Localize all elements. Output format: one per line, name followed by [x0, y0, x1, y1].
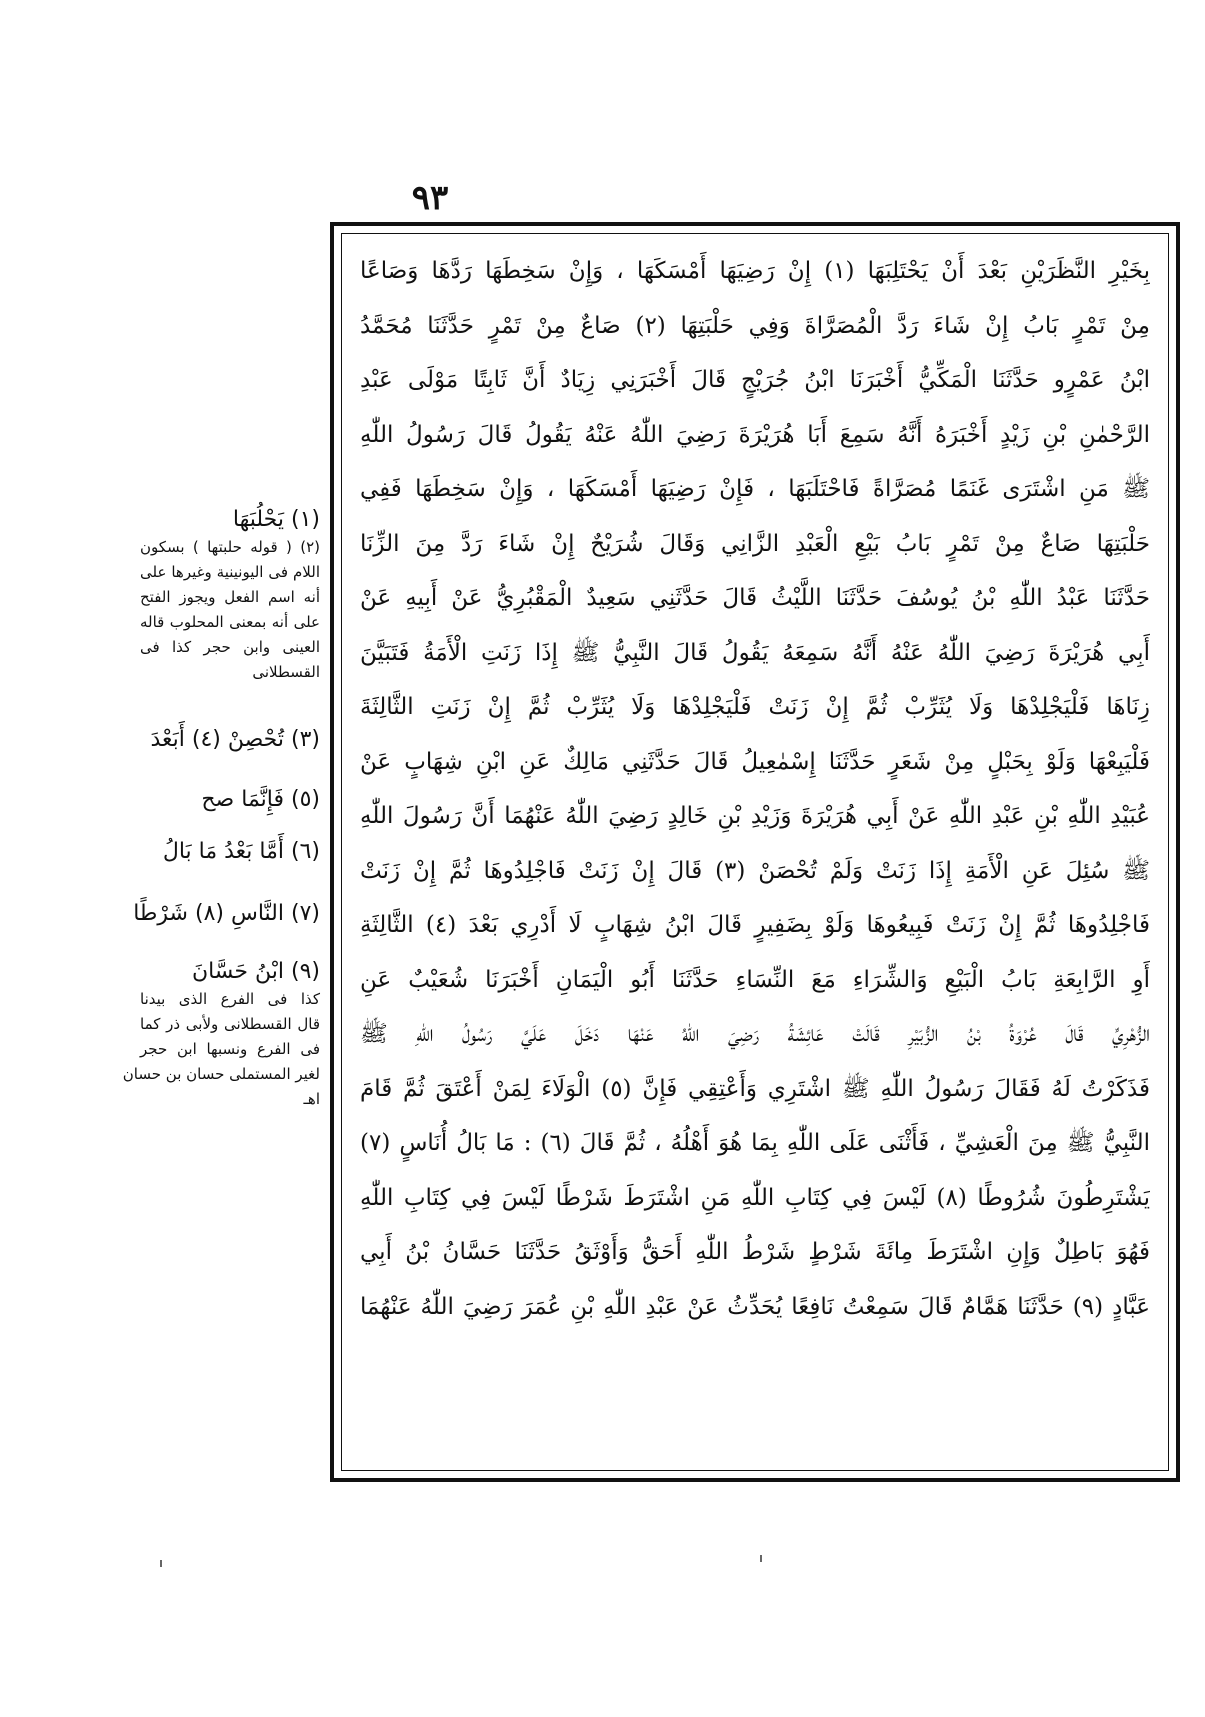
text-line: الزُّهْرِيِّ قَالَ عُرْوَةُ بْنُ الزُّبَيْرِ قَالَتْ عَائِشَةُ رَضِيَ اللّٰهُ عَنْهَا دَخَلَ عَلَيَّ رَسُولُ اللّٰهِ ﷺ — [360, 1021, 1150, 1047]
page-number: ٩٣ — [411, 178, 449, 218]
margin-note-1: (١) يَحْلُبَهَا — [232, 507, 320, 532]
margin-note-9-line: لغير المستملى حسان بن حسان — [122, 1065, 320, 1083]
text-line: مِنْ تَمْرٍ بَابُ إِنْ شَاءَ رَدَّ الْمُصَرَّاةَ وَفِي حَلْبَتِهَا (٢) صَاعٌ مِنْ تَمْرٍ حَدَّثَنَا مُحَمَّدُ — [360, 312, 1150, 339]
margin-notes — [122, 505, 320, 1112]
text-line: عَبَّادٍ (٩) حَدَّثَنَا هَمَّامٌ قَالَ سَمِعْتُ نَافِعًا يُحَدِّثُ عَنْ عَبْدِ اللّٰهِ بْنِ عُمَرَ رَضِيَ اللّٰهُ عَنْهُمَا — [360, 1293, 1150, 1320]
margin-note-6: (٦) أَمَّا بَعْدُ مَا بَالُ — [162, 839, 320, 864]
margin-note-2-line: اللام فى اليونينية وغيرها على — [140, 563, 320, 581]
text-line: عُبَيْدِ اللّٰهِ بْنِ عَبْدِ اللّٰهِ عَنْ أَبِي هُرَيْرَةَ وَزَيْدِ بْنِ خَالِدٍ رَضِيَ اللّٰهُ عَنْهُمَا أَنَّ رَسُولَ اللّٰهِ — [360, 803, 1150, 829]
text-line: فَلْيَبِعْهَا وَلَوْ بِحَبْلٍ مِنْ شَعَرٍ حَدَّثَنَا إِسْمٰعِيلُ قَالَ حَدَّثَنِي مَالِكٌ عَنِ ابْنِ شِهَابٍ عَنْ — [360, 748, 1150, 775]
main-text — [360, 244, 1150, 1334]
margin-note-9-line: كذا فى الفرع الذى بيدنا — [140, 990, 320, 1008]
margin-note-2-line: القسطلانى — [252, 663, 320, 681]
text-line: فَاجْلِدُوهَا ثُمَّ إِنْ زَنَتْ فَبِيعُوهَا وَلَوْ بِضَفِيرٍ قَالَ ابْنُ شِهَابٍ لَا أَدْرِي بَعْدَ (٤) الثَّالِثَةِ — [360, 912, 1150, 938]
text-frame-inner — [341, 233, 1169, 1471]
margin-note-9-line: فى الفرع ونسبها ابن حجر — [140, 1040, 320, 1058]
scan-speck — [760, 1555, 762, 1562]
text-line: فَهُوَ بَاطِلٌ وَإِنِ اشْتَرَطَ مِائَةَ شَرْطٍ شَرْطُ اللّٰهِ أَحَقُّ وَأَوْثَقُ حَدَّثَنَا حَسَّانُ بْنُ أَبِي — [360, 1239, 1150, 1265]
scan-speck — [160, 1560, 162, 1567]
text-line: ﷺ مَنِ اشْتَرَى غَنَمًا مُصَرَّاةً فَاحْتَلَبَهَا ، فَإِنْ رَضِيَهَا أَمْسَكَهَا ، وَإِنْ سَخِطَهَا فَفِي — [360, 476, 1150, 502]
margin-note-7-8: (٧) النَّاسِ (٨) شَرْطًا — [133, 901, 320, 926]
text-line: أَوِ الرَّابِعَةِ بَابُ الْبَيْعِ وَالشِّرَاءِ مَعَ النِّسَاءِ حَدَّثَنَا أَبُو الْيَمَانِ أَخْبَرَنَا شُعَيْبٌ عَنِ — [360, 966, 1150, 993]
margin-note-2-line: أنه اسم الفعل ويجوز الفتح — [140, 588, 320, 606]
text-line: ابْنُ عَمْرٍو حَدَّثَنَا الْمَكِّيُّ أَخْبَرَنَا ابْنُ جُرَيْجٍ قَالَ أَخْبَرَنِي زِيَادٌ أَنَّ ثَابِتًا مَوْلَى عَبْدِ — [360, 367, 1150, 393]
text-line: حَلْبَتِهَا صَاعٌ مِنْ تَمْرٍ بَابُ بَيْعِ الْعَبْدِ الزَّانِي وَقَالَ شُرَيْحٌ إِنْ شَاءَ رَدَّ مِنَ الزِّنَا — [360, 530, 1150, 557]
margin-note-2-line: العينى وابن حجر كذا فى — [140, 638, 320, 656]
margin-note-5: (٥) فَإِنَّمَا صح — [201, 787, 320, 812]
margin-note-9: (٩) ابْنُ حَسَّانَ — [191, 959, 320, 984]
margin-note-2-line: (٢) ( قوله حلبتها ) بسكون — [140, 538, 320, 556]
text-frame — [330, 222, 1180, 1482]
text-line: يَشْتَرِطُونَ شُرُوطًا (٨) لَيْسَ فِي كِتَابِ اللّٰهِ مَنِ اشْتَرَطَ شَرْطًا لَيْسَ فِي كِتَابِ اللّٰهِ — [360, 1184, 1150, 1211]
text-line: ﷺ سُئِلَ عَنِ الْأَمَةِ إِذَا زَنَتْ وَلَمْ تُحْصَنْ (٣) قَالَ إِنْ زَنَتْ فَاجْلِدُوهَا ثُمَّ إِنْ زَنَتْ — [360, 857, 1150, 884]
text-line: فَذَكَرْتُ لَهُ فَقَالَ رَسُولُ اللّٰهِ ﷺ اشْتَرِي وَأَعْتِقِي فَإِنَّ (٥) الْوَلَاءَ لِمَنْ أَعْتَقَ ثُمَّ قَامَ — [360, 1075, 1150, 1102]
margin-note-9-line: قال القسطلانى ولأبى ذر كما — [140, 1015, 320, 1033]
text-line: الرَّحْمٰنِ بْنِ زَيْدٍ أَخْبَرَهُ أَنَّهُ سَمِعَ أَبَا هُرَيْرَةَ رَضِيَ اللّٰهُ عَنْهُ يَقُولُ قَالَ رَسُولُ اللّٰهِ — [360, 421, 1150, 448]
text-line: النَّبِيُّ ﷺ مِنَ الْعَشِيِّ ، فَأَثْنَى عَلَى اللّٰهِ بِمَا هُوَ أَهْلُهُ ، ثُمَّ قَالَ (٦) : مَا بَالُ أُنَاسٍ (٧) — [360, 1130, 1150, 1156]
margin-note-9-line: اهـ — [303, 1090, 320, 1108]
text-line: أَبِي هُرَيْرَةَ رَضِيَ اللّٰهُ عَنْهُ أَنَّهُ سَمِعَهُ يَقُولُ قَالَ النَّبِيُّ ﷺ إِذَا زَنَتِ الْأَمَةُ فَتَبَيَّنَ — [360, 639, 1150, 666]
margin-note-2-line: على أنه بمعنى المحلوب قاله — [140, 613, 320, 631]
margin-note-3-4: (٣) تُحْصِنْ (٤) أَبَعْدَ — [150, 727, 320, 752]
text-line: بِخَيْرِ النَّظَرَيْنِ بَعْدَ أَنْ يَحْتَلِبَهَا (١) إِنْ رَضِيَهَا أَمْسَكَهَا ، وَإِنْ سَخِطَهَا رَدَّهَا وَصَاعًا — [360, 258, 1150, 284]
text-line: حَدَّثَنَا عَبْدُ اللّٰهِ بْنُ يُوسُفَ حَدَّثَنَا اللَّيْثُ قَالَ حَدَّثَنِي سَعِيدٌ الْمَقْبُرِيُّ عَنْ أَبِيهِ عَنْ — [360, 585, 1150, 611]
text-line: زِنَاهَا فَلْيَجْلِدْهَا وَلَا يُثَرِّبْ ثُمَّ إِنْ زَنَتْ فَلْيَجْلِدْهَا وَلَا يُثَرِّبْ ثُمَّ إِنْ زَنَتِ الثَّالِثَةَ — [360, 694, 1150, 720]
